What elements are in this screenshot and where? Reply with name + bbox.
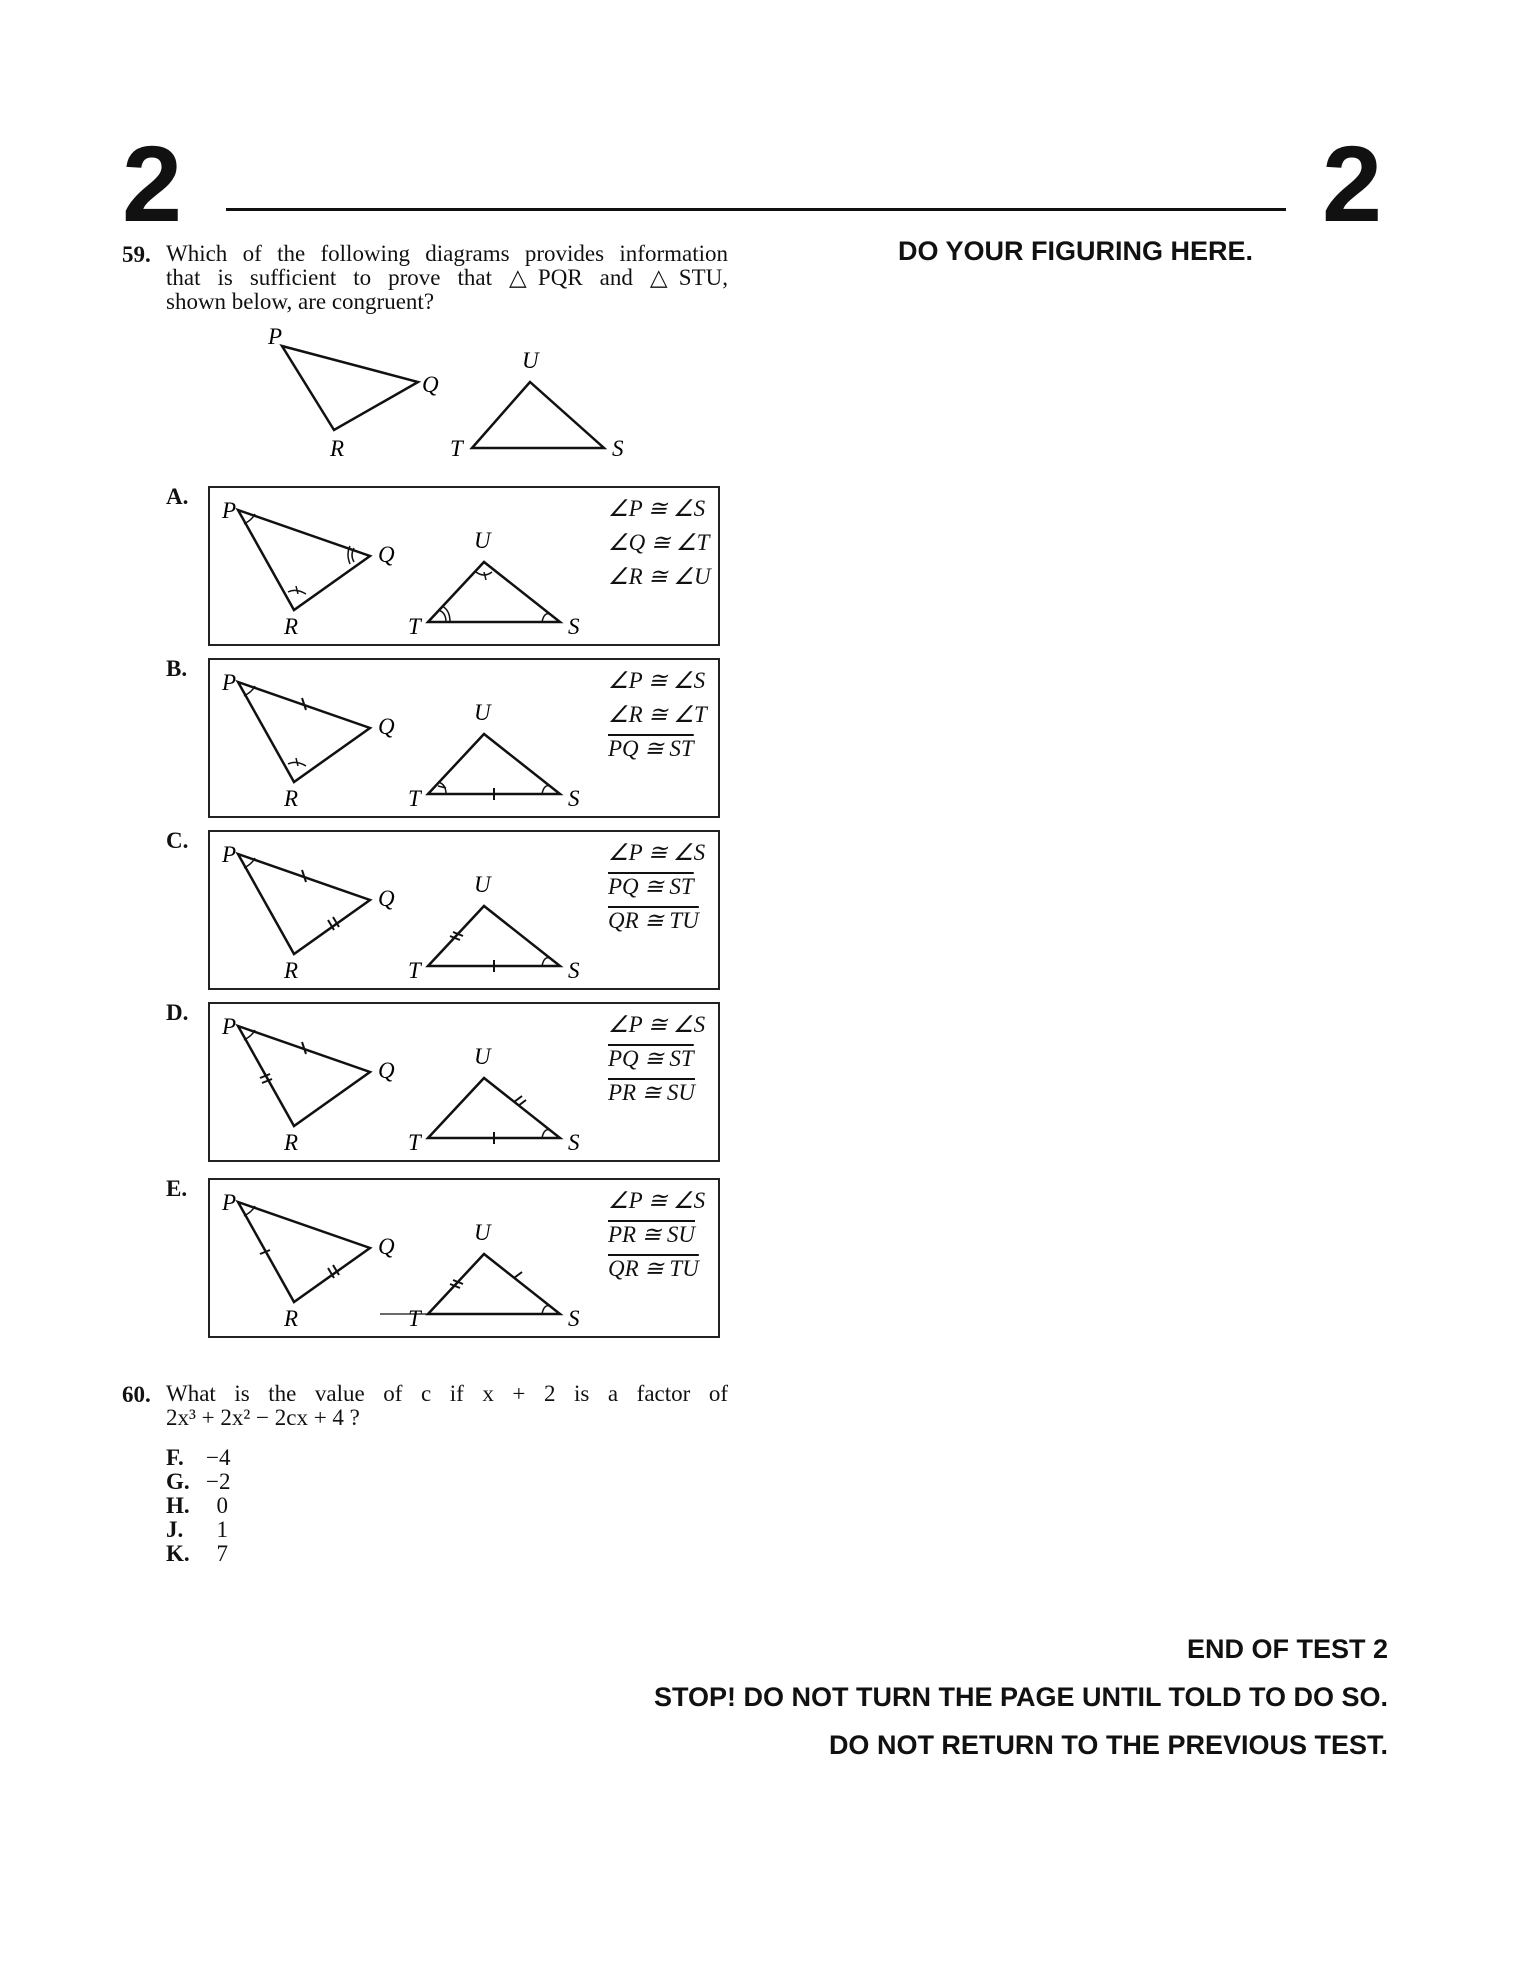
svg-text:Q: Q <box>378 714 395 739</box>
label-T: T <box>450 436 463 461</box>
question-59-line-3: shown below, are congruent? <box>166 289 435 314</box>
label-Q: Q <box>422 372 439 397</box>
choice-a-box[interactable] <box>208 486 720 646</box>
figuring-note: DO YOUR FIGURING HERE. <box>898 236 1254 266</box>
svg-text:Q: Q <box>378 886 395 911</box>
question-60-line-2: 2x³ + 2x² − 2cx + 4 ? <box>166 1405 360 1430</box>
question-60-line-1: What is the value of c if x + 2 is a factor of <box>166 1381 728 1406</box>
svg-text:P: P <box>222 498 237 523</box>
svg-text:T: T <box>408 958 421 983</box>
question-59-line-2: that is sufficient to prove that △PQR and △STU, <box>166 265 728 290</box>
answer-f[interactable]: F. −4 <box>166 1445 231 1470</box>
answer-g[interactable]: G. −2 <box>166 1469 231 1494</box>
choice-d-box[interactable] <box>208 1002 720 1162</box>
choice-e-condition-3: QR ≅ TU <box>608 1256 699 1281</box>
choice-e-condition-1: ∠P ≅ ∠S <box>608 1188 706 1213</box>
svg-text:U: U <box>474 1044 491 1069</box>
question-60-number: 60. <box>122 1382 151 1407</box>
choice-e-box[interactable] <box>208 1178 720 1338</box>
svg-text:T: T <box>408 614 421 639</box>
svg-text:Q: Q <box>378 1058 395 1083</box>
svg-text:U: U <box>474 700 491 725</box>
choice-d-condition-2: PQ ≅ ST <box>608 1046 694 1071</box>
triangle-stu <box>472 382 604 448</box>
label-U: U <box>522 348 539 373</box>
choice-a-condition-2: ∠Q ≅ ∠T <box>608 530 710 555</box>
choice-d-condition-1: ∠P ≅ ∠S <box>608 1012 706 1037</box>
svg-text:S: S <box>568 1130 580 1155</box>
svg-text:U: U <box>474 528 491 553</box>
svg-text:P: P <box>222 670 237 695</box>
question-59-line-1: Which of the following diagrams provides information <box>166 241 728 266</box>
choice-a-letter: A. <box>166 484 189 509</box>
triangle-pqr <box>282 346 418 430</box>
choice-b-letter: B. <box>166 656 188 681</box>
choice-a-condition-1: ∠P ≅ ∠S <box>608 496 706 521</box>
choice-b-condition-3: PQ ≅ ST <box>608 736 694 761</box>
answer-k[interactable]: K. 7 <box>166 1541 228 1566</box>
choice-d-letter: D. <box>166 1000 189 1025</box>
section-number-right: 2 <box>1322 123 1383 244</box>
svg-text:R: R <box>284 614 299 639</box>
choice-b-condition-1: ∠P ≅ ∠S <box>608 668 706 693</box>
main-triangles-figure <box>250 320 650 465</box>
svg-text:R: R <box>284 958 299 983</box>
svg-text:T: T <box>408 786 421 811</box>
choice-c-condition-1: ∠P ≅ ∠S <box>608 840 706 865</box>
svg-text:T: T <box>408 1306 421 1331</box>
stop-text: STOP! DO NOT TURN THE PAGE UNTIL TOLD TO DO SO. <box>653 1682 1388 1712</box>
choice-c-condition-2: PQ ≅ ST <box>608 874 694 899</box>
choice-b-condition-2: ∠R ≅ ∠T <box>608 702 707 727</box>
do-not-return-text: DO NOT RETURN TO THE PREVIOUS TEST. <box>828 1730 1388 1760</box>
question-60-answers <box>166 1445 231 1566</box>
svg-text:P: P <box>222 1014 237 1039</box>
svg-text:S: S <box>568 786 580 811</box>
question-59-text <box>166 242 728 314</box>
question-59-number: 59. <box>122 242 151 267</box>
svg-text:P: P <box>222 842 237 867</box>
choice-c-box[interactable] <box>208 830 720 990</box>
svg-text:T: T <box>408 1130 421 1155</box>
question-60-text <box>166 1382 728 1430</box>
choice-c-condition-3: QR ≅ TU <box>608 908 699 933</box>
svg-text:Q: Q <box>378 1234 395 1259</box>
label-R: R <box>330 436 345 461</box>
svg-text:U: U <box>474 872 491 897</box>
svg-text:R: R <box>284 1130 299 1155</box>
svg-text:R: R <box>284 786 299 811</box>
end-of-test-text: END OF TEST 2 <box>1186 1634 1388 1664</box>
svg-text:Q: Q <box>378 542 395 567</box>
answer-j[interactable]: J. 1 <box>166 1517 228 1542</box>
choice-e-condition-2: PR ≅ SU <box>608 1222 695 1247</box>
choice-c-letter: C. <box>166 828 189 853</box>
label-S: S <box>612 436 624 461</box>
svg-text:S: S <box>568 614 580 639</box>
section-number-left: 2 <box>122 123 183 244</box>
choice-d-condition-3: PR ≅ SU <box>608 1080 695 1105</box>
answer-h[interactable]: H. 0 <box>166 1493 228 1518</box>
svg-text:P: P <box>222 1190 237 1215</box>
svg-text:S: S <box>568 958 580 983</box>
svg-text:S: S <box>568 1306 580 1331</box>
svg-text:U: U <box>474 1220 491 1245</box>
svg-text:R: R <box>284 1306 299 1331</box>
label-P: P <box>268 324 283 349</box>
choice-e-letter: E. <box>166 1176 188 1201</box>
header-rule <box>226 208 1286 211</box>
choice-b-box[interactable] <box>208 658 720 818</box>
choice-a-condition-3: ∠R ≅ ∠U <box>608 564 711 589</box>
